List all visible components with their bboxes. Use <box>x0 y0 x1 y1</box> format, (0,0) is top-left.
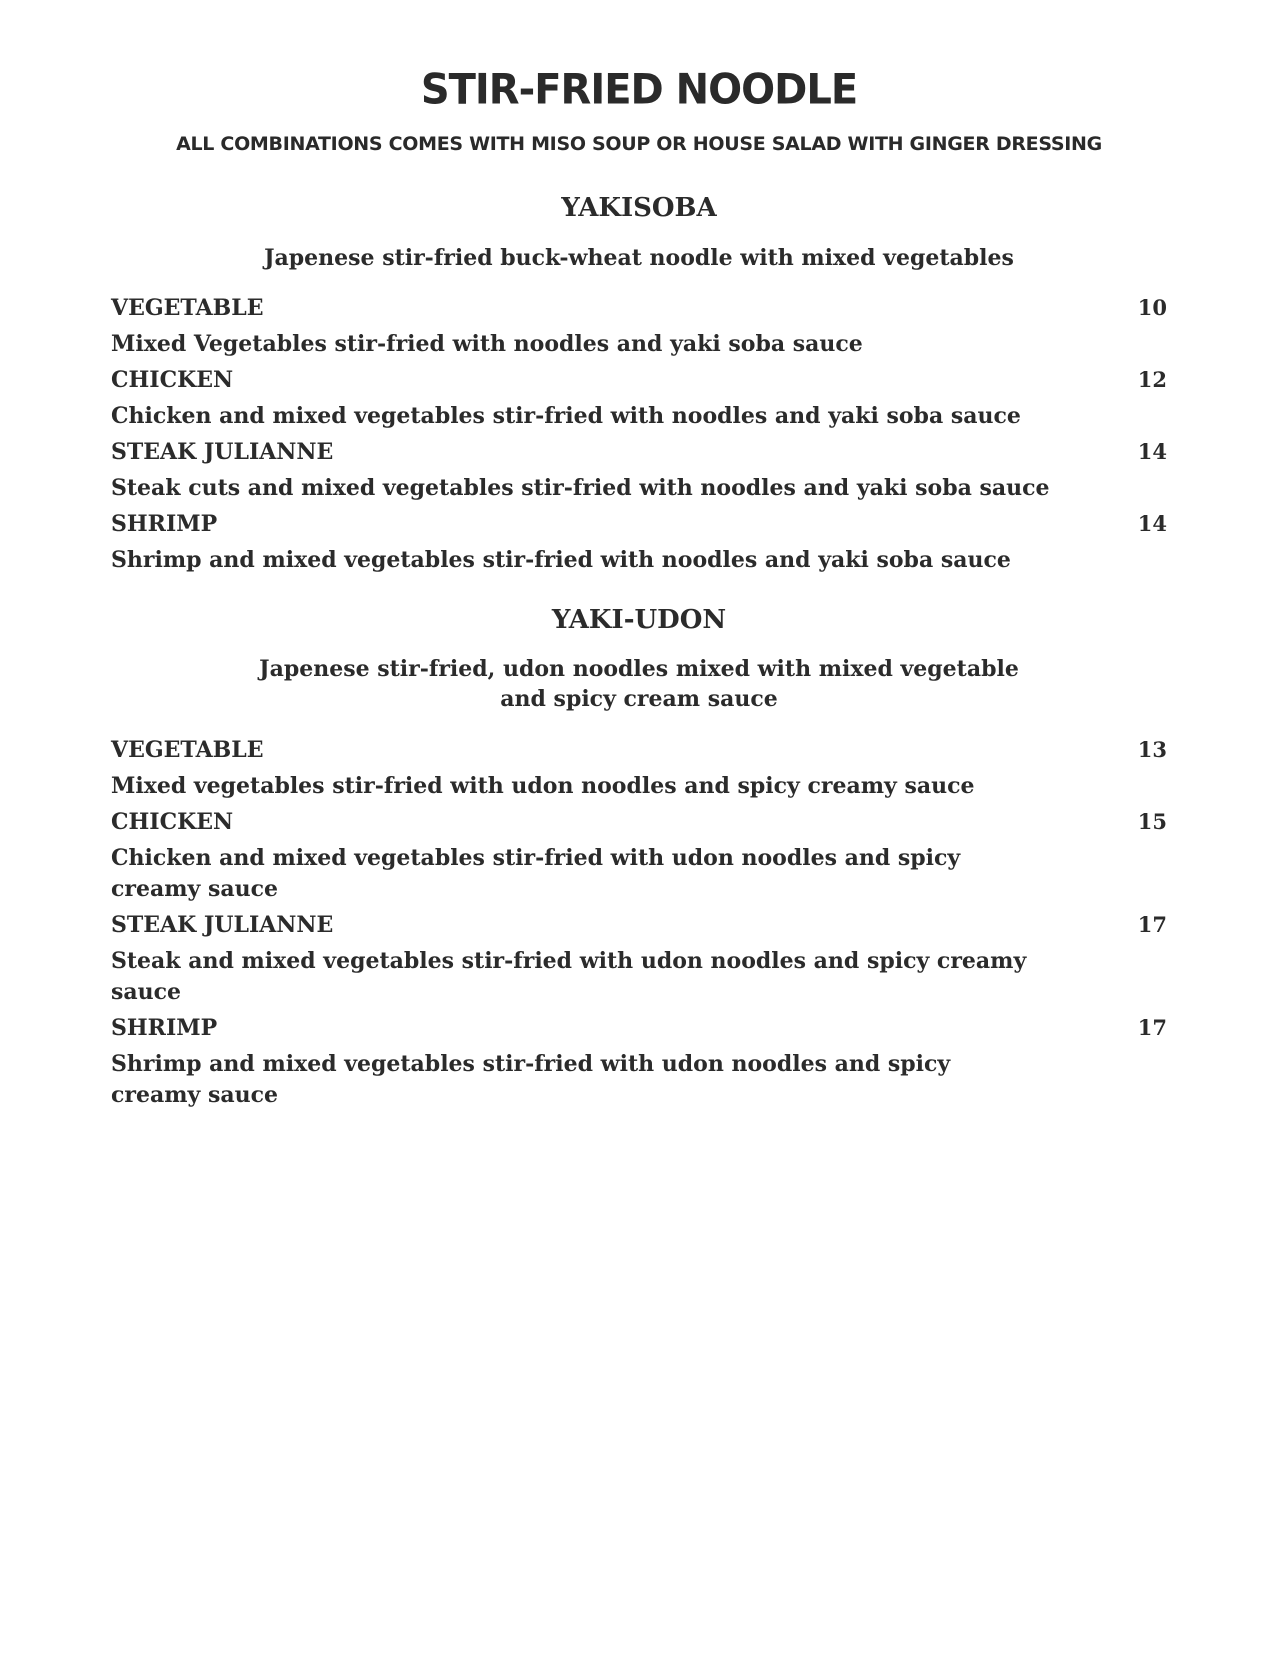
menu-item-name: STEAK JULIANNE <box>111 912 334 938</box>
menu-item-name: CHICKEN <box>111 809 234 835</box>
menu-item <box>111 1010 1167 1111</box>
menu-item-price: 12 <box>1137 367 1167 392</box>
menu-item-description: Steak and mixed vegetables stir-fried with udon noodles and spicy creamy sauce <box>111 948 1027 1005</box>
menu-item-name: CHICKEN <box>111 367 234 393</box>
menu-item <box>111 907 1167 1008</box>
page-subtitle: ALL COMBINATIONS COMES WITH MISO SOUP OR HOUSE SALAD WITH GINGER DRESSING <box>176 133 1102 155</box>
menu-item-name: VEGETABLE <box>111 737 264 763</box>
menu-item-description: Shrimp and mixed vegetables stir-fried with udon noodles and spicy creamy sauce <box>111 1051 951 1108</box>
section-title-yaki-udon: YAKI-UDON <box>551 605 727 635</box>
section-description-yaki-udon-line2: and spicy cream sauce <box>500 686 778 712</box>
menu-item-name: SHRIMP <box>111 511 218 537</box>
menu-item <box>111 362 1167 432</box>
menu-item <box>111 804 1167 905</box>
menu-item-description: Mixed Vegetables stir-fried with noodles and yaki soba sauce <box>111 331 863 357</box>
menu-item-name: STEAK JULIANNE <box>111 439 334 465</box>
menu-item-price: 13 <box>1137 737 1167 762</box>
menu-item-description: Chicken and mixed vegetables stir-fried with udon noodles and spicy creamy sauce <box>111 845 961 902</box>
menu-item <box>111 290 1167 360</box>
menu-item-price: 17 <box>1137 1015 1167 1040</box>
menu-item-description: Chicken and mixed vegetables stir-fried with noodles and yaki soba sauce <box>111 403 1021 429</box>
menu-item-price: 15 <box>1137 809 1167 834</box>
menu-item-description: Shrimp and mixed vegetables stir-fried with noodles and yaki soba sauce <box>111 547 1011 573</box>
menu-item-name: SHRIMP <box>111 1015 218 1041</box>
menu-item-price: 14 <box>1137 439 1167 464</box>
page-title: STIR-FRIED NOODLE <box>420 65 858 115</box>
menu-item <box>111 434 1167 504</box>
menu-item-description: Steak cuts and mixed vegetables stir-fried with noodles and yaki soba sauce <box>111 475 1050 501</box>
menu-item <box>111 506 1167 576</box>
menu-item-price: 17 <box>1137 912 1167 937</box>
menu-item-price: 14 <box>1137 511 1167 536</box>
menu-item-price: 10 <box>1137 295 1167 320</box>
menu-item-description: Mixed vegetables stir-fried with udon noodles and spicy creamy sauce <box>111 773 975 799</box>
section-description-yaki-udon: Japenese stir-fried, udon noodles mixed with mixed vegetable <box>259 656 1019 682</box>
section-description-yakisoba: Japenese stir-fried buck-wheat noodle with mixed vegetables <box>264 245 1014 271</box>
section-title-yakisoba: YAKISOBA <box>561 193 717 223</box>
menu-item-name: VEGETABLE <box>111 295 264 321</box>
menu-item <box>111 732 1167 802</box>
